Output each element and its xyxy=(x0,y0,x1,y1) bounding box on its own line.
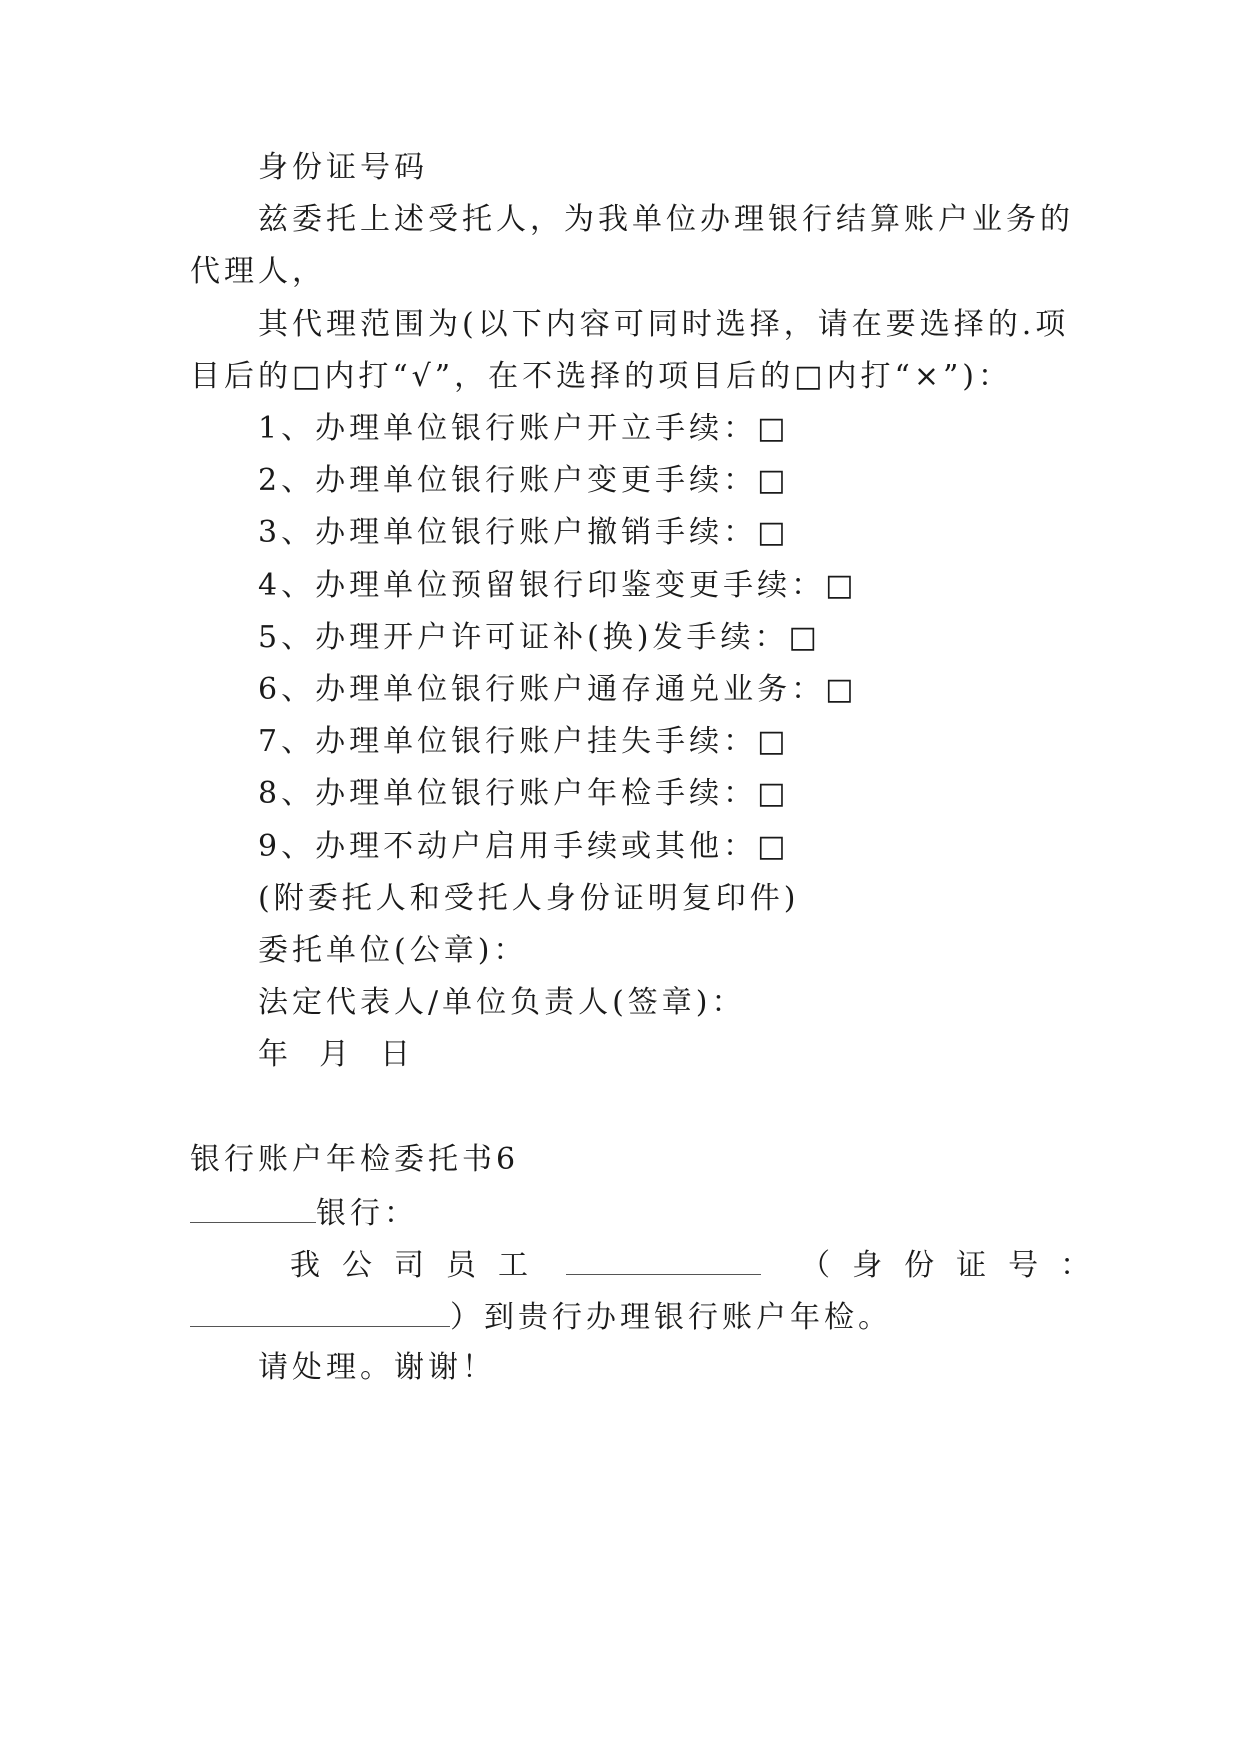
section-title: 银行账户年检委托书6 xyxy=(190,1142,520,1177)
authorization-line-2: 代理人， xyxy=(190,254,326,289)
employee-line xyxy=(290,1244,1112,1286)
id-number-label: 身份证号码 xyxy=(258,150,428,185)
bank-name-blank xyxy=(190,1192,316,1223)
scope-line-2: 目后的□内打“√”，在不选择的项目后的□内打“×”)： xyxy=(190,359,1012,394)
scope-line-1: 其代理范围为(以下内容可同时选择，请在要选择的.项 xyxy=(258,307,1070,342)
bank-addressee xyxy=(190,1192,418,1234)
attachment-note: (附委托人和受托人身份证明复印件) xyxy=(258,881,800,916)
bank-suffix: 银行： xyxy=(316,1196,418,1231)
id-number-open: （身份证号： xyxy=(800,1248,1113,1283)
scope-item-6: 6、办理单位银行账户通存通兑业务：□ xyxy=(258,672,858,707)
scope-item-2: 2、办理单位银行账户变更手续：□ xyxy=(258,463,790,498)
employee-prefix: 我公司员工 xyxy=(290,1248,550,1283)
closing-text: 请处理。谢谢！ xyxy=(258,1350,496,1385)
scope-item-9: 9、办理不动户启用手续或其他：□ xyxy=(258,829,790,864)
id-number-blank xyxy=(190,1296,450,1327)
id-number-line xyxy=(190,1296,892,1338)
legal-representative-signature: 法定代表人/单位负责人(签章)： xyxy=(258,985,746,1020)
scope-item-7: 7、办理单位银行账户挂失手续：□ xyxy=(258,724,790,759)
scope-item-4: 4、办理单位预留银行印鉴变更手续：□ xyxy=(258,568,858,603)
scope-item-1: 1、办理单位银行账户开立手续：□ xyxy=(258,411,790,446)
annual-inspection-text: ）到贵行办理银行账户年检。 xyxy=(450,1300,892,1335)
date-line: 年 月 日 xyxy=(258,1037,415,1072)
entrusting-unit-seal: 委托单位(公章)： xyxy=(258,933,528,968)
scope-item-5: 5、办理开户许可证补(换)发手续：□ xyxy=(258,620,821,655)
scope-item-8: 8、办理单位银行账户年检手续：□ xyxy=(258,776,790,811)
employee-name-blank xyxy=(566,1244,761,1275)
authorization-line-1: 兹委托上述受托人，为我单位办理银行结算账户业务的 xyxy=(258,202,1074,237)
scope-item-3: 3、办理单位银行账户撤销手续：□ xyxy=(258,515,790,550)
